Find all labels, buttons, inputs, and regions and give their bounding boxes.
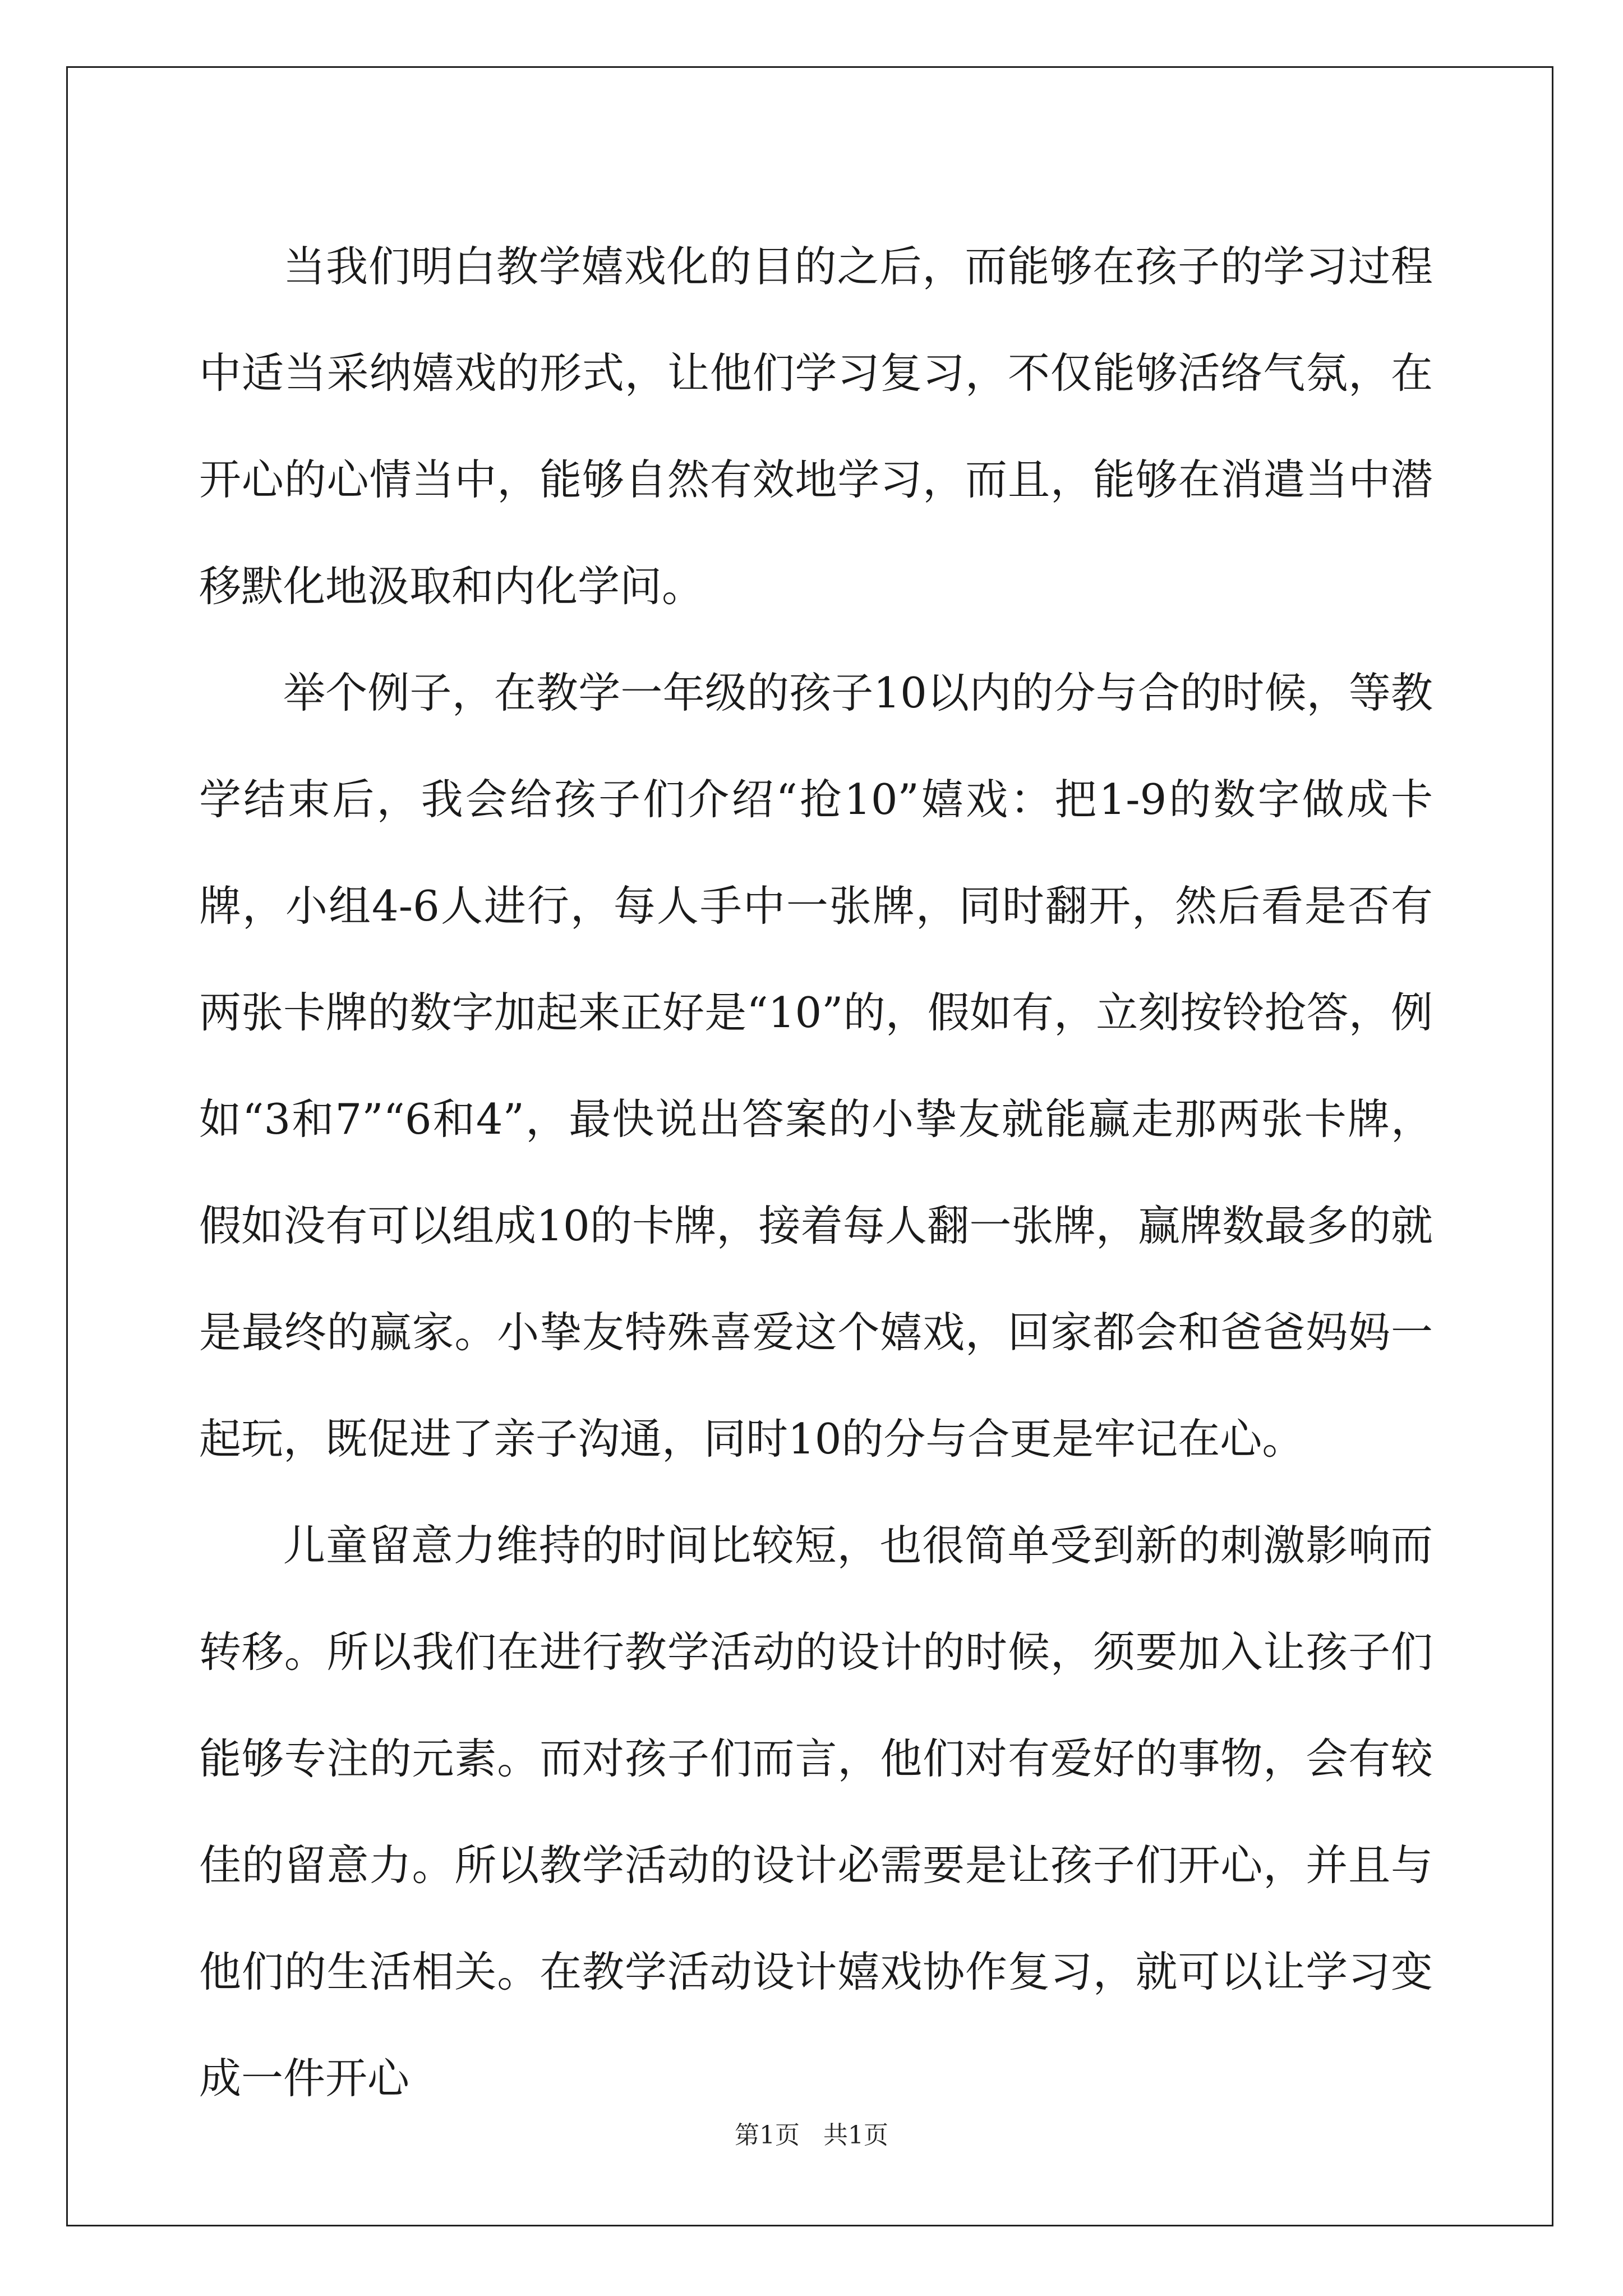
paragraph-3: 儿童留意力维持的时间比较短，也很简单受到新的刺激影响而转移。所以我们在进行教学活动的设计的时候，须要加入让孩子们能够专注的元素。而对孩子们而言，他们对有爱好的事物，会有较佳的留意力。所以教学活动的设计必需要是让孩子们开心，并且与他们的生活相关。在教学活动设计嬉戏协作复习，就可以让学习变成一件开心	[199, 1521, 1433, 2103]
paragraph-1: 当我们明白教学嬉戏化的目的之后，而能够在孩子的学习过程中适当采纳嬉戏的形式，让他们学习复习，不仅能够活络气氛，在开心的心情当中，能够自然有效地学习，而且，能够在消遣当中潜移默化地汲取和内化学问。	[199, 242, 1433, 611]
page-footer: 第1页 共1页	[735, 2121, 888, 2150]
document-body	[199, 213, 1433, 2132]
paragraph-2: 举个例子，在教学一年级的孩子10以内的分与合的时候，等教学结束后，我会给孩子们介绍“抢10”嬉戏：把1-9的数字做成卡牌，小组4-6人进行，每人手中一张牌，同时翻开，然后看是否有两张卡牌的数字加起来正好是“10”的，假如有，立刻按铃抢答，例如“3和7”“6和4”，最快说出答案的小挚友就能赢走那两张卡牌，假如没有可以组成10的卡牌，接着每人翻一张牌，赢牌数最多的就是最终的赢家。小挚友特殊喜爱这个嬉戏，回家都会和爸爸妈妈一起玩，既促进了亲子沟通，同时10的分与合更是牢记在心。	[199, 668, 1433, 1464]
